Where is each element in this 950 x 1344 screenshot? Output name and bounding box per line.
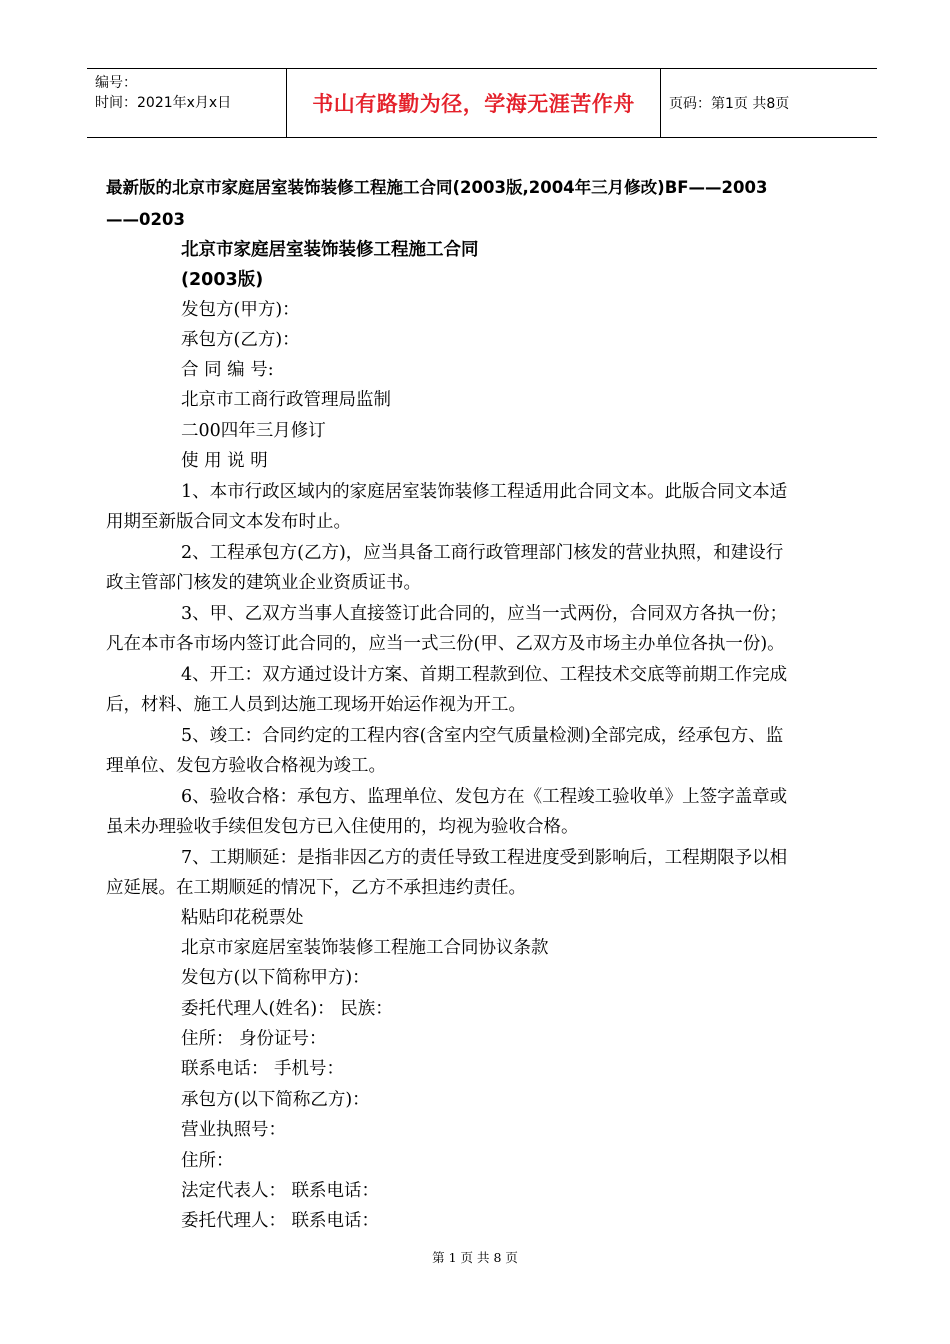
- stamp-line: 粘贴印花税票处: [181, 908, 304, 928]
- contract-name: 北京市家庭居室装饰装修工程施工合同: [181, 240, 479, 260]
- header-table: [87, 68, 877, 138]
- paragraph-5-line-2: 理单位、发包方验收合格视为竣工。: [106, 756, 386, 776]
- party-a-line: 发包方(甲方)：: [181, 300, 300, 320]
- paragraph-1-line-2: 用期至新版合同文本发布时止。: [106, 512, 351, 532]
- time-label: 时间：2021年x月x日: [95, 95, 232, 111]
- header-page-info: 页码：第1页 共8页: [669, 96, 790, 112]
- paragraph-3-line-1: 3、甲、乙双方当事人直接签订此合同的，应当一式两份，合同双方各执一份；: [181, 604, 788, 624]
- number-label: 编号：: [95, 75, 137, 91]
- agent-line: 委托代理人(姓名)： 民族：: [181, 999, 393, 1019]
- supervisor-line: 北京市工商行政管理局监制: [181, 390, 391, 410]
- agent2-line: 委托代理人： 联系电话：: [181, 1211, 380, 1231]
- contractor-line: 承包方(以下简称乙方)：: [181, 1090, 370, 1110]
- paragraph-6-line-2: 虽未办理验收手续但发包方已入住使用的，均视为验收合格。: [106, 817, 579, 837]
- paragraph-2-line-1: 2、工程承包方(乙方)，应当具备工商行政管理部门核发的营业执照，和建设行: [181, 543, 784, 563]
- paragraph-2-line-2: 政主管部门核发的建筑业企业资质证书。: [106, 573, 421, 593]
- doc-title-line1: 最新版的北京市家庭居室装饰装修工程施工合同(2003版,2004年三月修改)BF——2003: [106, 178, 768, 197]
- employer-line: 发包方(以下简称甲方)：: [181, 968, 370, 988]
- page-footer: 第 1 页 共 8 页: [432, 1250, 518, 1265]
- header-motto: 书山有路勤为径，学海无涯苦作舟: [287, 69, 661, 137]
- legal-rep-line: 法定代表人： 联系电话：: [181, 1181, 380, 1201]
- party-b-line: 承包方(乙方)：: [181, 330, 300, 350]
- paragraph-4-line-1: 4、开工：双方通过设计方案、首期工程款到位、工程技术交底等前期工作完成: [181, 665, 788, 685]
- paragraph-3-line-2: 凡在本市各市场内签订此合同的，应当一式三份(甲、乙双方及市场主办单位各执一份)。: [106, 634, 785, 654]
- address-line: 住所：: [181, 1151, 234, 1171]
- paragraph-7-line-1: 7、工期顺延：是指非因乙方的责任导致工程进度受到影响后，工程期限予以相: [181, 848, 788, 868]
- paragraph-5-line-1: 5、竣工：合同约定的工程内容(含室内空气质量检测)全部完成，经承包方、监: [181, 726, 784, 746]
- phone-mobile-line: 联系电话： 手机号：: [181, 1059, 345, 1079]
- revision-line: 二00四年三月修订: [181, 421, 326, 441]
- paragraph-7-line-2: 应延展。在工期顺延的情况下，乙方不承担违约责任。: [106, 878, 526, 898]
- header-meta: [87, 69, 287, 137]
- usage-heading: 使 用 说 明: [181, 451, 268, 471]
- edition: (2003版): [181, 270, 264, 290]
- paragraph-1-line-1: 1、本市行政区域内的家庭居室装饰装修工程适用此合同文本。此版合同文本适: [181, 482, 788, 502]
- doc-title-line2: ——0203: [106, 210, 185, 229]
- license-line: 营业执照号：: [181, 1120, 286, 1140]
- agreement-title: 北京市家庭居室装饰装修工程施工合同协议条款: [181, 938, 549, 958]
- address-id-line: 住所： 身份证号：: [181, 1029, 327, 1049]
- contract-number-line: 合 同 编 号:: [181, 360, 274, 380]
- paragraph-4-line-2: 后，材料、施工人员到达施工现场开始运作视为开工。: [106, 695, 526, 715]
- paragraph-6-line-1: 6、验收合格：承包方、监理单位、发包方在《工程竣工验收单》上签字盖章或: [181, 787, 788, 807]
